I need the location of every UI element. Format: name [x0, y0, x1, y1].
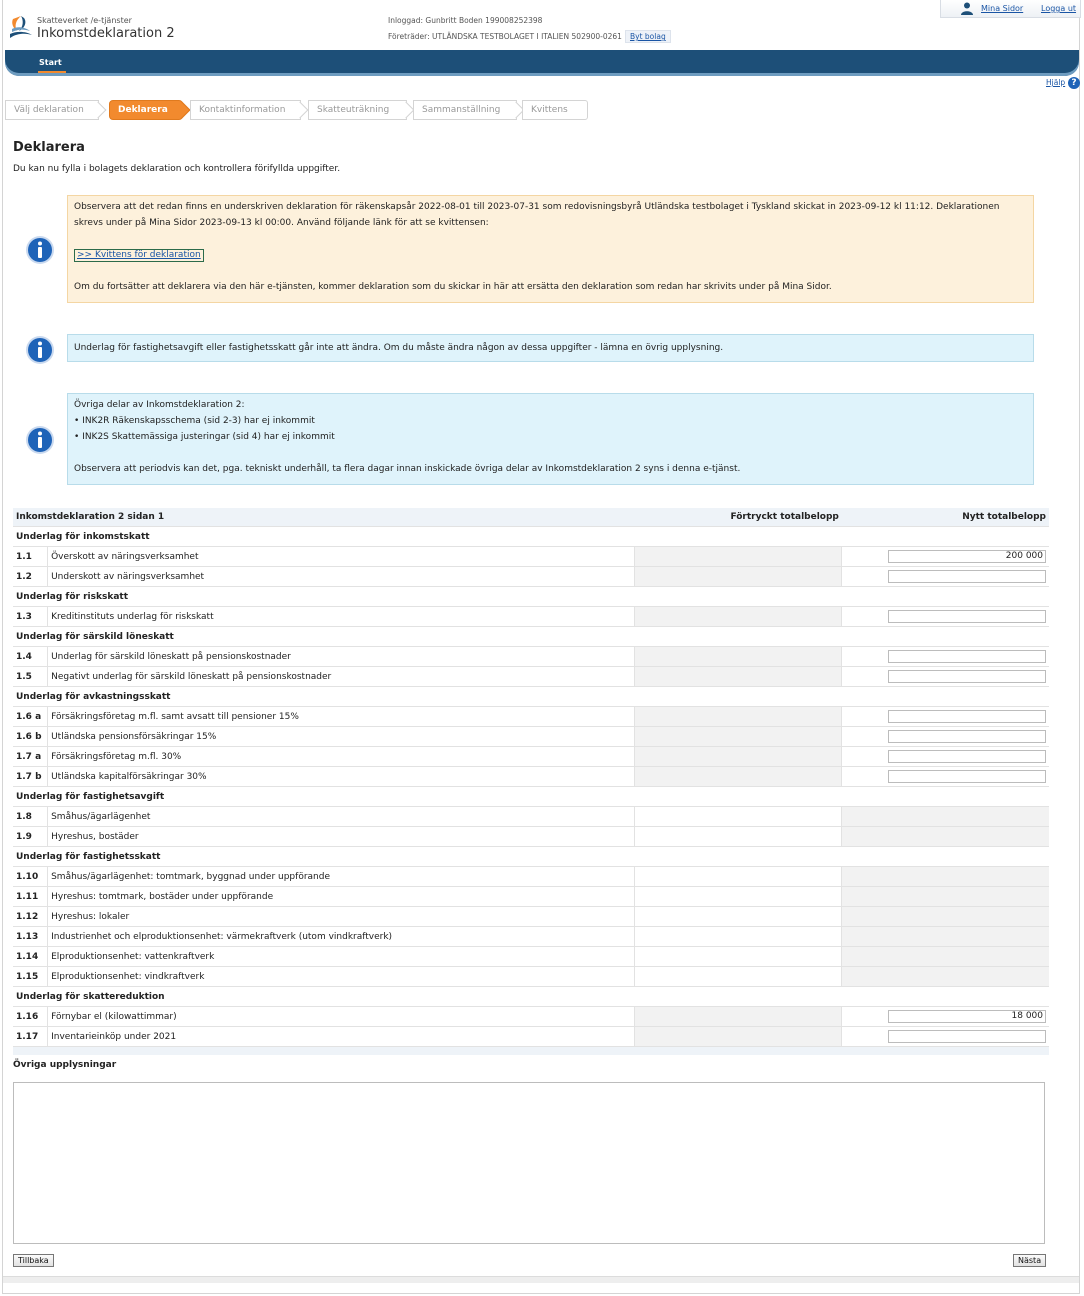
- step-label: Skatteuträkning: [317, 105, 390, 115]
- row-number: 1.5: [13, 667, 48, 687]
- row-number: 1.7 a: [13, 747, 48, 767]
- table-row: [13, 967, 1049, 987]
- table-row: [13, 727, 1049, 747]
- row-number: 1.12: [13, 907, 48, 927]
- page-intro: Du kan nu fylla i bolagets deklaration och kontrollera förifyllda uppgifter.: [13, 164, 341, 174]
- preprinted-cell: [634, 927, 842, 947]
- amount-input[interactable]: 18 000: [888, 1010, 1046, 1023]
- notice-text: Underlag för fastighetsavgift eller fastighetsskatt går inte att ändra. Om du måste ändra någon av dessa uppgifter - lämna en övrig upplysning.: [74, 343, 724, 353]
- section-title: Underlag för fastighetsavgift: [13, 787, 1049, 807]
- row-number: 1.14: [13, 947, 48, 967]
- table-row: [13, 947, 1049, 967]
- section-row: [13, 627, 1049, 647]
- table-footer-cell: [13, 1047, 1049, 1056]
- skatteverket-logo-icon: [8, 14, 34, 40]
- representing-company: Företräder: UTLÄNDSKA TESTBOLAGET I ITALIEN 502900-0261: [388, 32, 622, 41]
- new-total-cell: [842, 807, 1049, 827]
- step-arrow: [174, 102, 191, 119]
- other-info-label: Övriga upplysningar: [13, 1060, 117, 1070]
- preprinted-cell: [634, 727, 842, 747]
- receipt-link[interactable]: >> Kvittens för deklaration: [74, 249, 204, 262]
- step-label: Sammanställning: [422, 105, 501, 115]
- notice-other-parts: [67, 393, 1034, 485]
- section-title: Underlag för inkomstskatt: [13, 527, 1049, 547]
- step-kontaktinformation: [190, 100, 301, 120]
- declaration-table: [13, 508, 1049, 1055]
- new-total-cell: [842, 767, 1049, 787]
- step-valj-deklaration[interactable]: [5, 100, 99, 120]
- row-number: 1.13: [13, 927, 48, 947]
- step-label: Kvittens: [531, 105, 568, 115]
- step-deklarera[interactable]: [109, 100, 183, 120]
- table-row: [13, 707, 1049, 727]
- preprinted-cell: [634, 747, 842, 767]
- row-label: Underskott av näringsverksamhet: [48, 567, 635, 587]
- mina-sidor-link[interactable]: Mina Sidor: [981, 4, 1024, 13]
- step-label: Deklarera: [118, 105, 168, 115]
- row-label: Inventarieinköp under 2021: [48, 1027, 635, 1047]
- table-row: [13, 607, 1049, 627]
- table-row: [13, 747, 1049, 767]
- row-label: Hyreshus: lokaler: [48, 907, 635, 927]
- step-arrow: [398, 102, 415, 119]
- preprinted-cell: [634, 1027, 842, 1047]
- notice-bullet: • INK2S Skattemässiga justeringar (sid 4) har ej inkommit: [74, 432, 335, 442]
- amount-input[interactable]: 200 000: [888, 550, 1046, 563]
- preprinted-cell: [634, 567, 842, 587]
- nav-active-indicator: [38, 71, 66, 73]
- amount-input[interactable]: [888, 610, 1046, 623]
- row-number: 1.17: [13, 1027, 48, 1047]
- table-row: [13, 1007, 1049, 1027]
- table-row: [13, 667, 1049, 687]
- row-label: Hyreshus: tomtmark, bostäder under uppförande: [48, 887, 635, 907]
- brand-subtitle: Skatteverket /e-tjänster: [37, 16, 132, 25]
- step-arrow: [292, 102, 309, 119]
- table-row: [13, 867, 1049, 887]
- row-label: Kreditinstituts underlag för riskskatt: [48, 607, 635, 627]
- col-new-total: Nytt totalbelopp: [842, 508, 1049, 527]
- app-frame: [2, 0, 1080, 1294]
- table-row: [13, 907, 1049, 927]
- row-label: Överskott av näringsverksamhet: [48, 547, 635, 567]
- help-link[interactable]: Hjälp: [1046, 78, 1066, 87]
- preprinted-cell: [634, 667, 842, 687]
- section-title: Underlag för avkastningsskatt: [13, 687, 1049, 707]
- table-row: [13, 767, 1049, 787]
- info-icon: [25, 335, 55, 365]
- row-label: Försäkringsföretag m.fl. samt avsatt till pensioner 15%: [48, 707, 635, 727]
- table-row: [13, 1027, 1049, 1047]
- row-number: 1.3: [13, 607, 48, 627]
- row-number: 1.16: [13, 1007, 48, 1027]
- preprinted-cell: [634, 607, 842, 627]
- row-label: Utländska kapitalförsäkringar 30%: [48, 767, 635, 787]
- footer-bar: [3, 1276, 1079, 1283]
- new-total-cell: [842, 887, 1049, 907]
- new-total-cell: [842, 547, 1049, 567]
- amount-input[interactable]: [888, 670, 1046, 683]
- amount-input[interactable]: [888, 750, 1046, 763]
- new-total-cell: [842, 1007, 1049, 1027]
- amount-input[interactable]: [888, 650, 1046, 663]
- notice-bullet: • INK2R Räkenskapsschema (sid 2-3) har ej inkommit: [74, 416, 315, 426]
- logged-in-user: Inloggad: Gunbritt Boden 199008252398: [388, 16, 543, 25]
- table-title: Inkomstdeklaration 2 sidan 1: [13, 508, 634, 527]
- section-row: [13, 687, 1049, 707]
- preprinted-cell: [634, 867, 842, 887]
- row-number: 1.4: [13, 647, 48, 667]
- table-row: [13, 807, 1049, 827]
- table-header: [13, 508, 1049, 527]
- new-total-cell: [842, 907, 1049, 927]
- step-arrow: [90, 102, 107, 119]
- table-row: [13, 927, 1049, 947]
- row-number: 1.9: [13, 827, 48, 847]
- section-row: [13, 847, 1049, 867]
- logout-link[interactable]: Logga ut: [1041, 4, 1077, 13]
- new-total-cell: [842, 827, 1049, 847]
- user-menu: [940, 0, 1081, 18]
- header: [3, 0, 1079, 50]
- main-nav: [5, 50, 1079, 76]
- new-total-cell: [842, 927, 1049, 947]
- table-row: [13, 547, 1049, 567]
- new-total-cell: [842, 947, 1049, 967]
- amount-input[interactable]: [888, 570, 1046, 583]
- row-label: Negativt underlag för särskild löneskatt på pensionskostnader: [48, 667, 635, 687]
- notice-text: Om du fortsätter att deklarera via den här e-tjänsten, kommer deklaration som du skickar in här att ersätta den deklaration som redan har skrivits under på Mina Sidor.: [74, 282, 832, 292]
- row-number: 1.11: [13, 887, 48, 907]
- step-label: Kontaktinformation: [199, 105, 286, 115]
- row-number: 1.1: [13, 547, 48, 567]
- preprinted-cell: [634, 807, 842, 827]
- table-row: [13, 567, 1049, 587]
- preprinted-cell: [634, 947, 842, 967]
- new-total-cell: [842, 647, 1049, 667]
- row-label: Elproduktionsenhet: vattenkraftverk: [48, 947, 635, 967]
- amount-input[interactable]: [888, 770, 1046, 783]
- row-label: Underlag för särskild löneskatt på pensionskostnader: [48, 647, 635, 667]
- amount-input[interactable]: [888, 710, 1046, 723]
- other-info-textarea[interactable]: [13, 1082, 1045, 1244]
- table-row: [13, 647, 1049, 667]
- new-total-cell: [842, 1027, 1049, 1047]
- section-row: [13, 527, 1049, 547]
- row-number: 1.15: [13, 967, 48, 987]
- new-total-cell: [842, 747, 1049, 767]
- info-icon: [25, 235, 55, 265]
- row-label: Utländska pensionsförsäkringar 15%: [48, 727, 635, 747]
- row-number: 1.6 b: [13, 727, 48, 747]
- section-title: Underlag för riskskatt: [13, 587, 1049, 607]
- row-number: 1.8: [13, 807, 48, 827]
- amount-input[interactable]: [888, 730, 1046, 743]
- new-total-cell: [842, 727, 1049, 747]
- amount-input[interactable]: [888, 1030, 1046, 1043]
- back-button[interactable]: Tillbaka: [13, 1254, 54, 1267]
- preprinted-cell: [634, 767, 842, 787]
- preprinted-cell: [634, 647, 842, 667]
- section-title: Underlag för fastighetsskatt: [13, 847, 1049, 867]
- row-label: Förnybar el (kilowattimmar): [48, 1007, 635, 1027]
- nav-tab-start[interactable]: Start: [39, 58, 62, 67]
- section-row: [13, 787, 1049, 807]
- step-label: Välj deklaration: [14, 105, 84, 115]
- preprinted-cell: [634, 827, 842, 847]
- table-footer: [13, 1047, 1049, 1056]
- step-sammanstallning: [413, 100, 517, 120]
- row-label: Hyreshus, bostäder: [48, 827, 635, 847]
- new-total-cell: [842, 567, 1049, 587]
- row-label: Elproduktionsenhet: vindkraftverk: [48, 967, 635, 987]
- section-row: [13, 987, 1049, 1007]
- table-row: [13, 887, 1049, 907]
- new-total-cell: [842, 667, 1049, 687]
- row-label: Småhus/ägarlägenhet: [48, 807, 635, 827]
- row-label: Försäkringsföretag m.fl. 30%: [48, 747, 635, 767]
- new-total-cell: [842, 967, 1049, 987]
- row-number: 1.7 b: [13, 767, 48, 787]
- row-label: Industrienhet och elproduktionsenhet: värmekraftverk (utom vindkraftverk): [48, 927, 635, 947]
- row-number: 1.10: [13, 867, 48, 887]
- help-icon[interactable]: ?: [1068, 77, 1080, 89]
- step-kvittens: [522, 100, 588, 120]
- preprinted-cell: [634, 707, 842, 727]
- new-total-cell: [842, 707, 1049, 727]
- section-row: [13, 587, 1049, 607]
- section-title: Underlag för särskild löneskatt: [13, 627, 1049, 647]
- preprinted-cell: [634, 887, 842, 907]
- notice-existing-declaration: [67, 195, 1034, 303]
- preprinted-cell: [634, 1007, 842, 1027]
- row-number: 1.2: [13, 567, 48, 587]
- preprinted-cell: [634, 547, 842, 567]
- notice-text: Observera att det redan finns en underskriven deklaration för räkenskapsår 2022-08-01 till 2023-07-31 som redovisningsbyrå Utländska testbolaget i Tyskland skickat in 2023-09-12 kl 11:12. Deklarationen skrevs under på Mina Sidor 2023-09-13 kl 00:00. Använd följande länk för att se kvittensen:: [74, 202, 1000, 228]
- step-skatteutrakning: [308, 100, 407, 120]
- notice-property-tax: [67, 334, 1034, 362]
- next-button[interactable]: Nästa: [1013, 1254, 1046, 1267]
- notice-heading: Övriga delar av Inkomstdeklaration 2:: [74, 400, 245, 410]
- preprinted-cell: [634, 907, 842, 927]
- app-title: Inkomstdeklaration 2: [37, 26, 175, 41]
- change-company-link[interactable]: Byt bolag: [625, 30, 671, 43]
- row-label: Småhus/ägarlägenhet: tomtmark, byggnad under uppförande: [48, 867, 635, 887]
- preprinted-cell: [634, 967, 842, 987]
- new-total-cell: [842, 867, 1049, 887]
- new-total-cell: [842, 607, 1049, 627]
- page-title: Deklarera: [13, 140, 85, 155]
- col-preprinted: Förtryckt totalbelopp: [634, 508, 842, 527]
- row-number: 1.6 a: [13, 707, 48, 727]
- user-icon: [961, 2, 973, 15]
- section-title: Underlag för skattereduktion: [13, 987, 1049, 1007]
- info-icon: [25, 425, 55, 455]
- table-row: [13, 827, 1049, 847]
- notice-text: Observera att periodvis kan det, pga. tekniskt underhåll, ta flera dagar innan inskickade övriga delar av Inkomstdeklaration 2 syns i denna e-tjänst.: [74, 464, 741, 474]
